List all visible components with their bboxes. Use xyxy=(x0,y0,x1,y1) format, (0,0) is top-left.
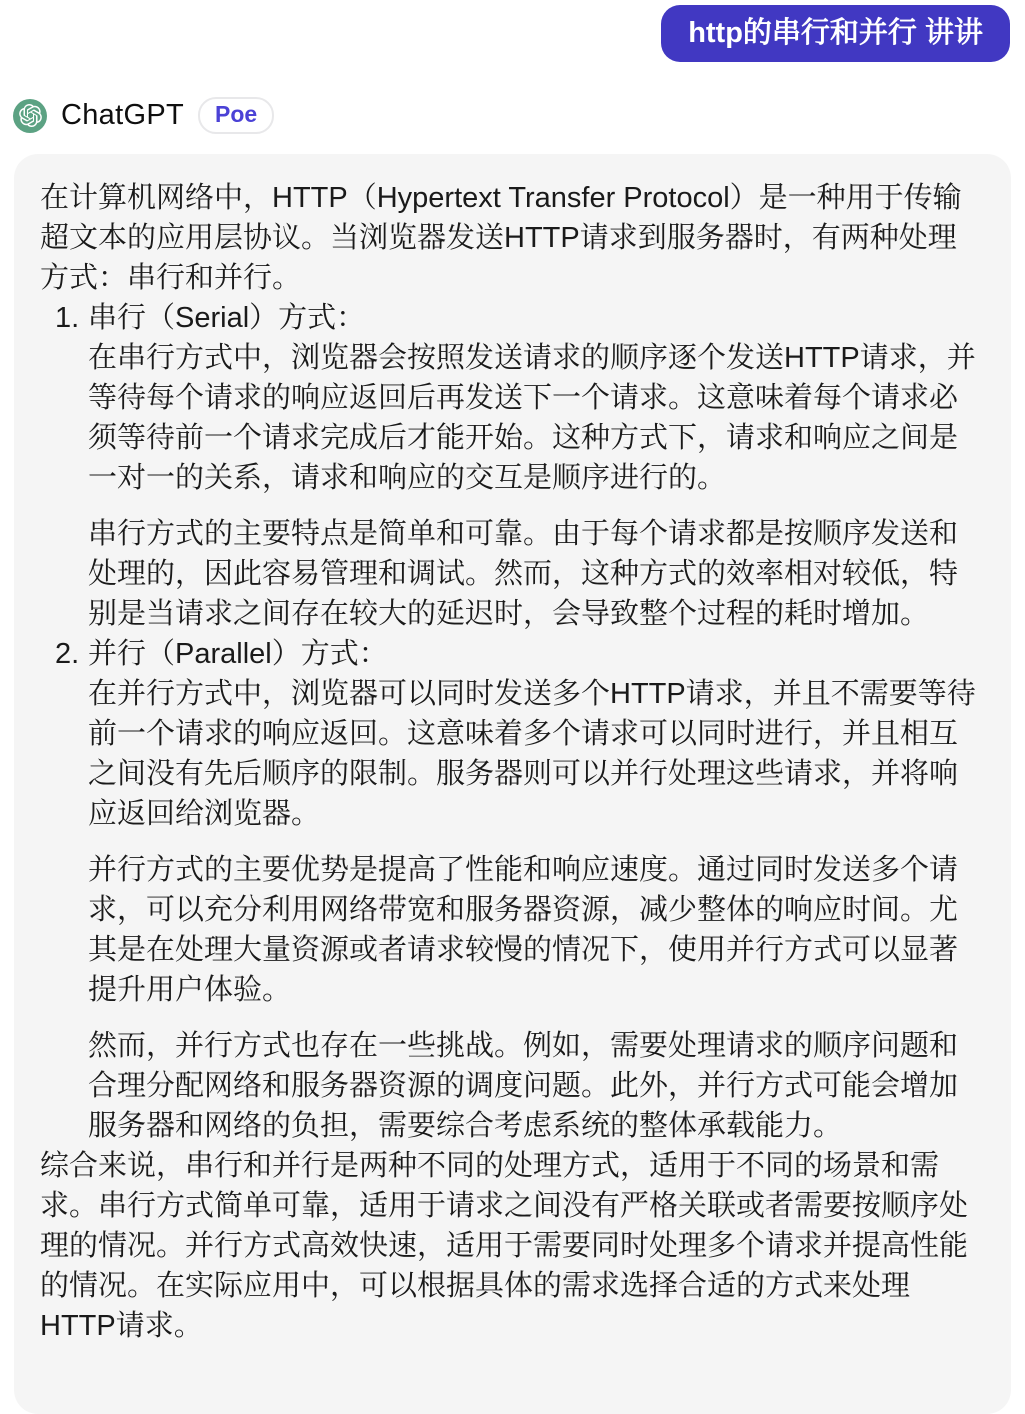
list-number: 1. xyxy=(55,302,80,334)
user-message-bubble[interactable] xyxy=(661,5,1010,62)
list-item-paragraph: 串行方式的主要特点是简单和可靠。由于每个请求都是按顺序发送和处理的，因此容易管理和调试。然而，这种方式的效率相对较低，特别是当请求之间存在较大的延迟时，会导致整个过程的耗时增加。 xyxy=(88,518,959,630)
openai-logo-icon xyxy=(19,104,42,127)
list-item-paragraph: 在串行方式中，浏览器会按照发送请求的顺序逐个发送HTTP请求，并等待每个请求的响应返回后再发送下一个请求。这意味着每个请求必须等待前一个请求完成后才能开始。这种方式下，请求和响应之间是一对一的关系，请求和响应的交互是顺序进行的。 xyxy=(88,342,976,494)
bot-name: ChatGPT xyxy=(61,99,184,131)
list-item-title: 串行（Serial）方式： xyxy=(88,302,366,334)
user-message-row xyxy=(0,0,1025,62)
user-message-text: http的串行和并行 讲讲 xyxy=(688,17,983,49)
list-item-paragraph: 然而，并行方式也存在一些挑战。例如，需要处理请求的顺序问题和合理分配网络和服务器资源的调度问题。此外，并行方式可能会增加服务器和网络的负担，需要综合考虑系统的整体承载能力。 xyxy=(88,1030,959,1142)
list-number: 2. xyxy=(55,638,80,670)
list-item-content xyxy=(88,298,985,634)
list-item-title: 并行（Parallel）方式： xyxy=(88,638,388,670)
bot-header xyxy=(13,97,1025,134)
numbered-list xyxy=(40,298,985,1146)
chatgpt-avatar[interactable] xyxy=(13,99,47,133)
bot-message-bubble xyxy=(14,154,1011,1414)
list-item-paragraph: 在并行方式中，浏览器可以同时发送多个HTTP请求，并且不需要等待前一个请求的响应返回。这意味着多个请求可以同时进行，并且相互之间没有先后顺序的限制。服务器则可以并行处理这些请求，并将响应返回给浏览器。 xyxy=(88,678,976,830)
list-item-content xyxy=(88,634,985,1146)
intro-paragraph: 在计算机网络中，HTTP（Hypertext Transfer Protocol）是一种用于传输超文本的应用层协议。当浏览器发送HTTP请求到服务器时，有两种处理方式：串行和并行。 xyxy=(40,182,962,294)
list-item-parallel xyxy=(55,634,985,1146)
list-item-paragraph: 并行方式的主要优势是提高了性能和响应速度。通过同时发送多个请求，可以充分利用网络带宽和服务器资源，减少整体的响应时间。尤其是在处理大量资源或者请求较慢的情况下，使用并行方式可以显著提升用户体验。 xyxy=(88,854,959,1006)
list-item-serial xyxy=(55,298,985,634)
poe-badge[interactable]: Poe xyxy=(198,97,274,134)
conclusion-paragraph: 综合来说，串行和并行是两种不同的处理方式，适用于不同的场景和需求。串行方式简单可靠，适用于请求之间没有严格关联或者需要按顺序处理的情况。并行方式高效快速，适用于需要同时处理多个请求并提高性能的情况。在实际应用中，可以根据具体的需求选择合适的方式来处理HTTP请求。 xyxy=(40,1150,969,1342)
